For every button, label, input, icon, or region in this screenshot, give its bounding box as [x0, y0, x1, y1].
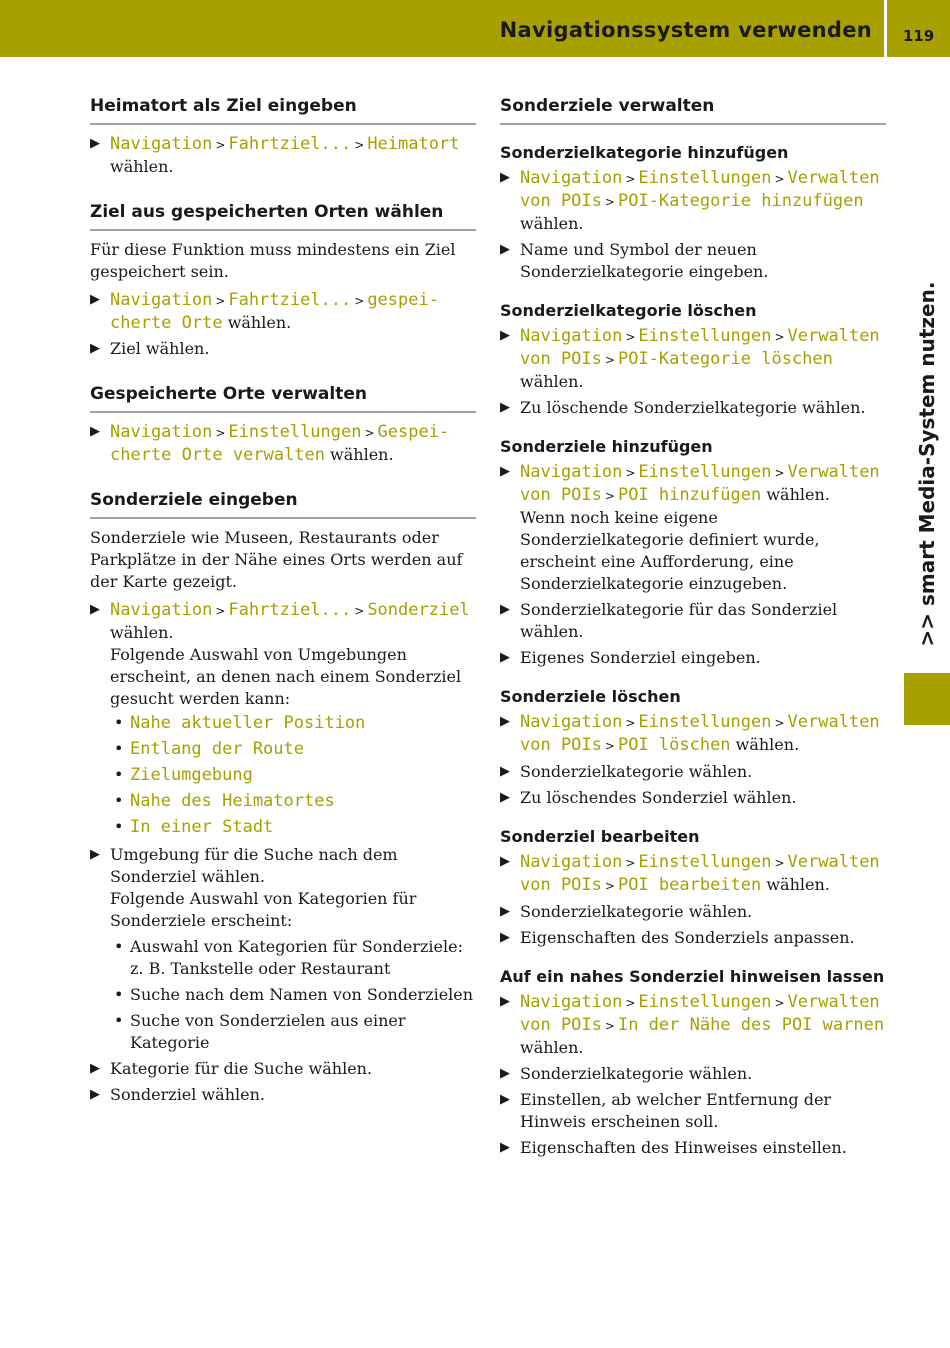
- list-item: • Suche von Sonderzielen aus einer Kategorie: [110, 1010, 476, 1054]
- menu-path-von-pois: von POIs: [520, 1015, 602, 1035]
- step-suffix: wählen.: [735, 735, 800, 754]
- step-suffix: wählen.: [330, 445, 394, 464]
- right-column: [500, 96, 886, 1177]
- menu-path-navigation: Navigation: [110, 290, 213, 310]
- step-suffix: wählen.: [227, 313, 292, 332]
- option-list: [110, 710, 476, 840]
- menu-path-target: POI-Kategorie löschen: [617, 349, 833, 369]
- chevron-right-icon: >: [774, 996, 785, 1010]
- instruction-step: [90, 844, 476, 1054]
- subsection-sonderziele-hinzufuegen: [500, 437, 886, 669]
- chevron-right-icon: >: [354, 604, 365, 618]
- menu-path-einstellungen: Einstellungen: [228, 422, 362, 442]
- subsection-heading: Sonderziele hinzufügen: [500, 437, 713, 456]
- option-label: Zielumgebung: [130, 765, 253, 785]
- step-suffix: wählen.: [520, 1038, 584, 1057]
- instruction-step: ▶ Eigenschaften des Sonderziels anpassen.: [500, 927, 886, 949]
- chevron-right-icon: >: [604, 879, 615, 893]
- menu-path-navigation: Navigation: [520, 462, 623, 482]
- chevron-right-icon: >: [604, 353, 615, 367]
- chevron-right-icon: >: [774, 466, 785, 480]
- menu-path-fahrtziel: Fahrtziel...: [228, 134, 352, 154]
- list-item: • Suche nach dem Namen von Sonderzielen: [110, 984, 476, 1006]
- list-item: [110, 788, 476, 814]
- chevron-right-icon: >: [354, 294, 365, 308]
- menu-path-einstellungen: Einstellungen: [638, 992, 772, 1012]
- instruction-step: ▶ Ziel wählen.: [90, 338, 476, 360]
- step-suffix: wählen.: [110, 623, 174, 642]
- chevron-right-icon: >: [354, 138, 365, 152]
- instruction-step: [500, 991, 886, 1059]
- chevron-right-icon: >: [625, 466, 636, 480]
- instruction-step: [90, 599, 476, 840]
- menu-path-target: gespei-: [367, 290, 439, 310]
- chevron-right-icon: >: [774, 856, 785, 870]
- menu-path-von-pois: von POIs: [520, 485, 602, 505]
- chevron-right-icon: >: [215, 604, 226, 618]
- chevron-right-icon: >: [215, 426, 226, 440]
- menu-path-verwalten: Verwalten: [787, 462, 880, 482]
- instruction-step: ▶ Sonderzielkategorie wählen.: [500, 761, 886, 783]
- menu-path-navigation: Navigation: [520, 992, 623, 1012]
- menu-path-navigation: Navigation: [110, 600, 213, 620]
- list-item: • Auswahl von Kategorien für Sonderziele: z. B. Tankstelle oder Restaurant: [110, 936, 476, 980]
- subsection-sonderziele-loeschen: [500, 687, 886, 809]
- instruction-step: ▶ Eigenes Sonderziel eingeben.: [500, 647, 886, 669]
- chevron-right-icon: >: [774, 172, 785, 186]
- instruction-step: [500, 461, 886, 595]
- instruction-step: ▶ Sonderzielkategorie für das Sonderziel wählen.: [500, 599, 886, 643]
- instruction-step: [90, 289, 476, 334]
- section-gespeicherte-orte: [90, 202, 476, 360]
- menu-path-von-pois: von POIs: [520, 735, 602, 755]
- chevron-right-icon: >: [604, 739, 615, 753]
- chevron-right-icon: >: [774, 716, 785, 730]
- instruction-step: ▶ Eigenschaften des Hinweises einstellen.: [500, 1137, 886, 1159]
- subsection-hinweisen-lassen: [500, 967, 886, 1159]
- menu-path-einstellungen: Einstellungen: [638, 712, 772, 732]
- list-item: [110, 814, 476, 840]
- subsection-heading: Sonderzielkategorie löschen: [500, 301, 757, 320]
- section-heading: Sonderziele eingeben: [90, 490, 476, 519]
- menu-path-navigation: Navigation: [520, 168, 623, 188]
- intro-text: Für diese Funktion muss mindestens ein Ziel gespeichert sein.: [90, 240, 456, 281]
- menu-path-navigation: Navigation: [110, 422, 213, 442]
- menu-path-navigation: Navigation: [520, 712, 623, 732]
- instruction-step: [500, 711, 886, 757]
- instruction-step: ▶ Sonderziel wählen.: [90, 1084, 476, 1106]
- instruction-step: [500, 325, 886, 393]
- step-text: Umgebung für die Suche nach dem Sonderziel wählen.: [110, 845, 398, 886]
- step-note: Wenn noch keine eigene Sonderzielkategorie definiert wurde, erscheint eine Aufforderung, eine Sonderzielkategorie einzugeben.: [520, 508, 820, 593]
- chevron-right-icon: >: [625, 716, 636, 730]
- subsection-kategorie-loeschen: [500, 301, 886, 419]
- list-item: [110, 710, 476, 736]
- menu-path-target: POI löschen: [617, 735, 731, 755]
- step-note: Folgende Auswahl von Kategorien für Sonderziele erscheint:: [110, 889, 417, 930]
- section-heading: Sonderziele verwalten: [500, 96, 886, 125]
- menu-path-von-pois: von POIs: [520, 191, 602, 211]
- menu-path-target: POI hinzufügen: [617, 485, 762, 505]
- instruction-step: [90, 421, 476, 466]
- menu-path-von-pois: von POIs: [520, 349, 602, 369]
- instruction-step: [500, 167, 886, 235]
- header-bar: [0, 0, 884, 57]
- step-suffix: wählen.: [766, 875, 830, 894]
- chevron-right-icon: >: [625, 330, 636, 344]
- chevron-right-icon: >: [215, 138, 226, 152]
- chevron-right-icon: >: [774, 330, 785, 344]
- menu-path-fahrtziel: Fahrtziel...: [228, 600, 352, 620]
- subsection-heading: Sonderziele löschen: [500, 687, 681, 706]
- chevron-right-icon: >: [625, 996, 636, 1010]
- menu-path-einstellungen: Einstellungen: [638, 326, 772, 346]
- step-suffix: wählen.: [110, 157, 174, 176]
- instruction-step: [90, 133, 476, 178]
- menu-path-einstellungen: Einstellungen: [638, 852, 772, 872]
- subsection-heading: Auf ein nahes Sonderziel hinweisen lassen: [500, 967, 885, 986]
- page-number-box: [887, 0, 950, 57]
- page-number: 119: [902, 27, 935, 45]
- menu-path-target-cont: cherte Orte: [110, 313, 223, 333]
- chapter-side-label: >> smart Media-System nutzen.: [915, 281, 939, 647]
- option-label: Nahe aktueller Position: [130, 713, 366, 733]
- step-suffix: wählen.: [520, 372, 584, 391]
- instruction-step: ▶ Name und Symbol der neuen Sonderzielkategorie eingeben.: [500, 239, 886, 283]
- instruction-step: ▶ Kategorie für die Suche wählen.: [90, 1058, 476, 1080]
- option-label: In einer Stadt: [130, 817, 274, 837]
- menu-path-einstellungen: Einstellungen: [638, 462, 772, 482]
- left-column: [90, 96, 476, 1130]
- section-orte-verwalten: [90, 384, 476, 466]
- menu-path-target: Gespei-: [377, 422, 450, 442]
- menu-path-fahrtziel: Fahrtziel...: [228, 290, 352, 310]
- instruction-step: ▶ Zu löschendes Sonderziel wählen.: [500, 787, 886, 809]
- chevron-right-icon: >: [604, 489, 615, 503]
- list-item: [110, 736, 476, 762]
- section-heimatort: [90, 96, 476, 178]
- section-sonderziele-eingeben: [90, 490, 476, 1106]
- menu-path-verwalten: Verwalten: [787, 852, 880, 872]
- menu-path-einstellungen: Einstellungen: [638, 168, 772, 188]
- instruction-step: [500, 851, 886, 897]
- chevron-right-icon: >: [625, 856, 636, 870]
- subsection-sonderziel-bearbeiten: [500, 827, 886, 949]
- chevron-right-icon: >: [604, 195, 615, 209]
- subsection-heading: Sonderzielkategorie hinzufügen: [500, 143, 789, 162]
- section-heading: Gespeicherte Orte verwalten: [90, 384, 476, 413]
- chevron-right-icon: >: [604, 1019, 615, 1033]
- option-label: Nahe des Heimatortes: [130, 791, 335, 811]
- menu-path-navigation: Navigation: [110, 134, 213, 154]
- menu-path-verwalten: Verwalten: [787, 992, 880, 1012]
- menu-path-target: POI-Kategorie hinzufügen: [617, 191, 864, 211]
- menu-path-target: Sonderziel: [367, 600, 470, 620]
- step-suffix: wählen.: [766, 485, 830, 504]
- instruction-step: ▶ Sonderzielkategorie wählen.: [500, 1063, 886, 1085]
- intro-text: Sonderziele wie Museen, Restaurants oder Parkplätze in der Nähe eines Orts werden auf der Karte gezeigt.: [90, 528, 463, 591]
- chevron-right-icon: >: [364, 426, 375, 440]
- menu-path-target: POI bearbeiten: [617, 875, 762, 895]
- menu-path-verwalten: Verwalten: [787, 712, 880, 732]
- chevron-right-icon: >: [625, 172, 636, 186]
- menu-path-von-pois: von POIs: [520, 875, 602, 895]
- menu-path-target-cont: cherte Orte verwalten: [110, 445, 325, 465]
- chevron-right-icon: >: [215, 294, 226, 308]
- instruction-step: ▶ Zu löschende Sonderzielkategorie wählen.: [500, 397, 886, 419]
- menu-path-target: In der Nähe des POI warnen: [617, 1015, 885, 1035]
- menu-path-target: Heimatort: [367, 134, 460, 154]
- menu-path-verwalten: Verwalten: [787, 326, 880, 346]
- section-heading: Ziel aus gespeicherten Orten wählen: [90, 202, 476, 231]
- list-item: [110, 762, 476, 788]
- subsection-kategorie-hinzufuegen: [500, 143, 886, 283]
- chapter-tab: [904, 673, 950, 725]
- menu-path-navigation: Navigation: [520, 326, 623, 346]
- subsection-heading: Sonderziel bearbeiten: [500, 827, 700, 846]
- option-label: Entlang der Route: [130, 739, 304, 759]
- menu-path-navigation: Navigation: [520, 852, 623, 872]
- page-title: Navigationssystem verwenden: [499, 18, 872, 42]
- instruction-step: ▶ Sonderzielkategorie wählen.: [500, 901, 886, 923]
- section-heading: Heimatort als Ziel eingeben: [90, 96, 476, 125]
- menu-path-verwalten: Verwalten: [787, 168, 880, 188]
- step-suffix: wählen.: [520, 214, 584, 233]
- step-note: Folgende Auswahl von Umgebungen erscheint, an denen nach einem Sonderziel gesucht werden kann:: [110, 645, 462, 708]
- instruction-step: ▶ Einstellen, ab welcher Entfernung der Hinweis erscheinen soll.: [500, 1089, 886, 1133]
